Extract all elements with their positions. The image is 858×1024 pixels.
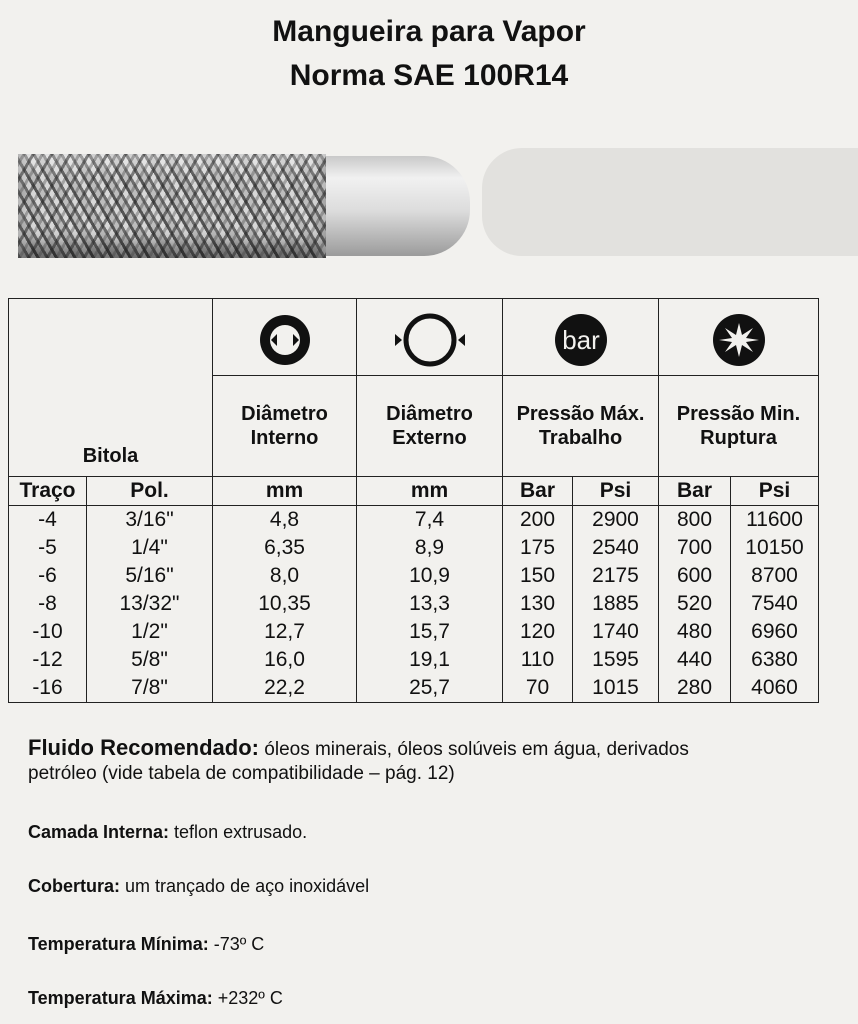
cell-de: 10,9 <box>357 562 503 590</box>
cell-psi-rupt: 7540 <box>731 590 819 618</box>
cell-de: 25,7 <box>357 674 503 703</box>
cell-traco: -5 <box>9 534 87 562</box>
cell-de: 13,3 <box>357 590 503 618</box>
cell-di: 16,0 <box>213 646 357 674</box>
spec-table <box>8 298 819 703</box>
cell-psi-trab: 2900 <box>573 505 659 534</box>
unit-mm-externo: mm <box>357 476 503 505</box>
table-row <box>9 534 819 562</box>
cell-de: 7,4 <box>357 505 503 534</box>
cell-di: 8,0 <box>213 562 357 590</box>
fluido-note-continued: petróleo (vide tabela de compatibilidade – pág. 12) <box>28 763 455 784</box>
tmin-note <box>28 930 264 958</box>
cell-bar-rupt: 440 <box>659 646 731 674</box>
cell-psi-trab: 1015 <box>573 674 659 703</box>
cell-psi-rupt: 8700 <box>731 562 819 590</box>
camada-note <box>28 818 307 846</box>
cell-traco: -6 <box>9 562 87 590</box>
pressao-ruptura-header: Pressão Min. Ruptura <box>659 376 819 477</box>
cell-di: 10,35 <box>213 590 357 618</box>
cell-pol: 5/16" <box>87 562 213 590</box>
outer-diameter-icon-cell <box>357 299 503 376</box>
cell-bar-rupt: 520 <box>659 590 731 618</box>
cell-bar-trab: 200 <box>503 505 573 534</box>
cell-pol: 7/8" <box>87 674 213 703</box>
cell-traco: -12 <box>9 646 87 674</box>
cell-pol: 5/8" <box>87 646 213 674</box>
cell-traco: -8 <box>9 590 87 618</box>
cell-de: 8,9 <box>357 534 503 562</box>
cell-psi-rupt: 4060 <box>731 674 819 703</box>
units-row <box>9 476 819 505</box>
tmin-label: Temperatura Mínima: <box>28 934 209 954</box>
cell-psi-trab: 1595 <box>573 646 659 674</box>
cell-di: 22,2 <box>213 674 357 703</box>
cell-psi-trab: 1740 <box>573 618 659 646</box>
pressure-gauge-icon <box>546 311 616 369</box>
cell-psi-trab: 2175 <box>573 562 659 590</box>
cell-traco: -10 <box>9 618 87 646</box>
cell-bar-trab: 70 <box>503 674 573 703</box>
burst-icon <box>707 311 771 369</box>
burst-icon-cell <box>659 299 819 376</box>
page-title: Mangueira para Vapor <box>272 15 586 48</box>
cell-di: 6,35 <box>213 534 357 562</box>
cell-psi-rupt: 6380 <box>731 646 819 674</box>
table-row <box>9 674 819 703</box>
cell-pol: 13/32" <box>87 590 213 618</box>
table-row <box>9 505 819 534</box>
table-row <box>9 590 819 618</box>
cell-bar-trab: 130 <box>503 590 573 618</box>
cell-de: 19,1 <box>357 646 503 674</box>
bitola-icon-cell <box>9 299 213 376</box>
diam-externo-header: Diâmetro Externo <box>357 376 503 477</box>
hose-inner-tube <box>322 156 470 256</box>
cell-bar-rupt: 700 <box>659 534 731 562</box>
inner-diameter-icon-cell <box>213 299 357 376</box>
tmin-text: -73º C <box>208 934 265 954</box>
cell-pol: 1/4" <box>87 534 213 562</box>
cell-psi-rupt: 10150 <box>731 534 819 562</box>
diam-interno-header: Diâmetro Interno <box>213 376 357 477</box>
cell-de: 15,7 <box>357 618 503 646</box>
cell-psi-trab: 1885 <box>573 590 659 618</box>
fluido-label: Fluido Recomendado: <box>28 735 259 760</box>
pressao-trabalho-header: Pressão Máx. Trabalho <box>503 376 659 477</box>
cell-di: 4,8 <box>213 505 357 534</box>
table-row <box>9 562 819 590</box>
table-row <box>9 618 819 646</box>
cell-bar-trab: 150 <box>503 562 573 590</box>
cell-pol: 1/2" <box>87 618 213 646</box>
hose-shadow-image <box>482 148 858 256</box>
cobertura-note <box>28 872 369 900</box>
page-subtitle: Norma SAE 100R14 <box>289 59 569 92</box>
table-row <box>9 646 819 674</box>
cell-bar-rupt: 800 <box>659 505 731 534</box>
inner-diameter-icon <box>253 311 317 369</box>
hose-illustration <box>0 140 858 270</box>
cobertura-label: Cobertura: <box>28 876 121 896</box>
bar-icon-label: bar <box>561 325 600 355</box>
cell-bar-trab: 110 <box>503 646 573 674</box>
cell-bar-trab: 175 <box>503 534 573 562</box>
unit-mm-interno: mm <box>213 476 357 505</box>
camada-text: teflon extrusado. <box>169 822 308 842</box>
cell-traco: -4 <box>9 505 87 534</box>
unit-bar-ruptura: Bar <box>659 476 731 505</box>
unit-psi-trabalho: Psi <box>573 476 659 505</box>
cell-psi-rupt: 11600 <box>731 505 819 534</box>
tmax-text: +232º C <box>212 988 283 1008</box>
pressure-gauge-icon-cell <box>503 299 659 376</box>
unit-bar-trabalho: Bar <box>503 476 573 505</box>
cobertura-text: um trançado de aço inoxidável <box>120 876 370 896</box>
unit-traco: Traço <box>9 476 87 505</box>
cell-psi-rupt: 6960 <box>731 618 819 646</box>
tmax-label: Temperatura Máxima: <box>28 988 213 1008</box>
bitola-header: Bitola <box>9 376 213 477</box>
unit-psi-ruptura: Psi <box>731 476 819 505</box>
cell-bar-rupt: 480 <box>659 618 731 646</box>
unit-pol: Pol. <box>87 476 213 505</box>
cell-bar-rupt: 280 <box>659 674 731 703</box>
hose-braid <box>18 154 326 258</box>
outer-diameter-icon <box>390 311 470 369</box>
camada-label: Camada Interna: <box>28 822 170 842</box>
cell-pol: 3/16" <box>87 505 213 534</box>
cell-psi-trab: 2540 <box>573 534 659 562</box>
cell-bar-rupt: 600 <box>659 562 731 590</box>
cell-traco: -16 <box>9 674 87 703</box>
fluido-text: óleos minerais, óleos solúveis em água, derivados <box>259 739 689 760</box>
tmax-note <box>28 984 283 1012</box>
cell-di: 12,7 <box>213 618 357 646</box>
cell-bar-trab: 120 <box>503 618 573 646</box>
